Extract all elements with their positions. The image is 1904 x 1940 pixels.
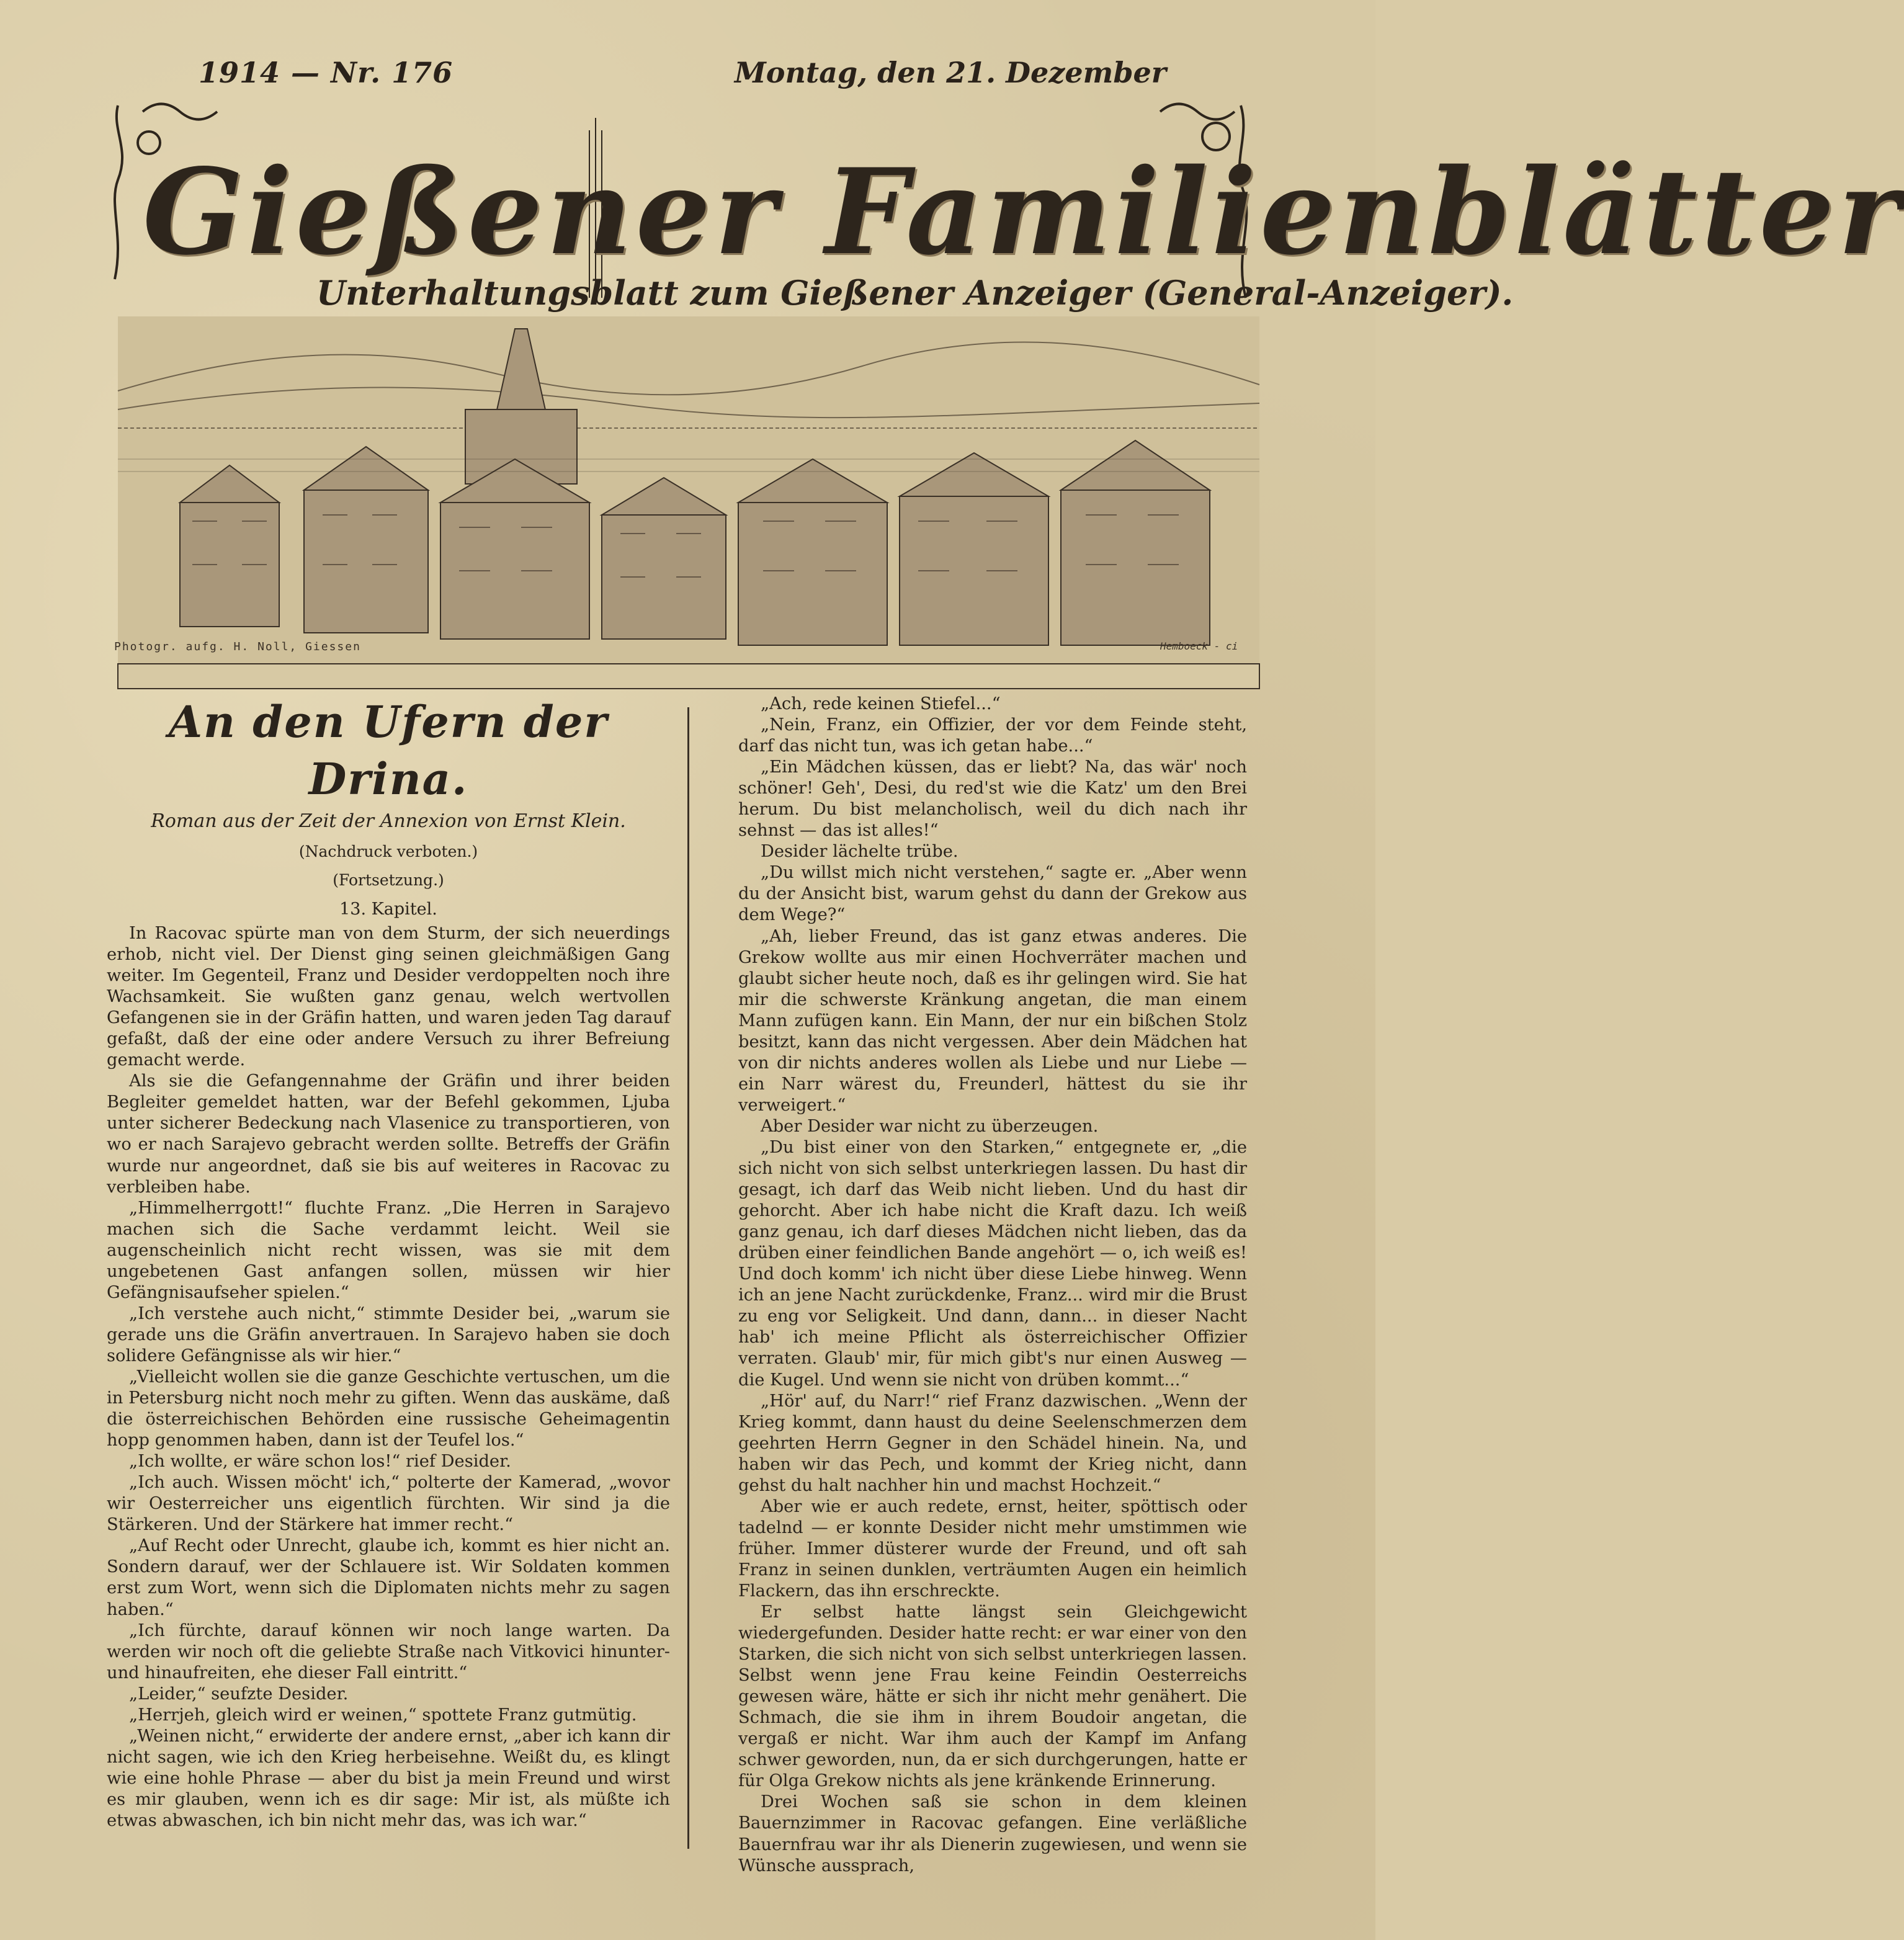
paragraph: Als sie die Gefangennahme der Gräfin und ihrer beiden Begleiter gemeldet hatten, war der Befehl gekommen, Ljuba unter sicherer Bedeckung nach Vlasenice zu transportieren, von wo er nach Sarajevo gebracht werden sollte. Betreffs der Gräfin wurde nur angeordnet, daß sie bis auf weiteres in Racovac zu verbleiben habe. xyxy=(107,1071,670,1197)
paragraph: In Racovac spürte man von dem Sturm, der sich neuerdings erhob, nicht viel. Der Dienst ging seinen gleichmäßigen Gang weiter. Im Gegenteil, Franz und Desider verdoppelten noch ihre Wachsamkeit. Sie wußten ganz genau, welch wertvollen Gefangenen sie in der Gräfin hatten, und waren jeden Tag darauf gefaßt, daß der eine oder andere Versuch zu ihrer Befreiung gemacht werde. xyxy=(107,924,670,1070)
paragraph: „Ein Mädchen küssen, das er liebt? Na, das wär' noch schöner! Geh', Desi, du red'st wie die Katz' um den Brei herum. Du bist melancholisch, weil du dich nach ihr sehnst — das ist alles!“ xyxy=(738,758,1247,841)
column-divider xyxy=(687,707,689,1849)
paragraph: „Weinen nicht,“ erwiderte der andere ernst, „aber ich kann dir nicht sagen, wie ich den Krieg herbeisehne. Weißt du, es klingt wie eine hohle Phrase — aber du bist ja mein Freund und wirst es mir glauben, wenn ich es dir sage: Mir ist, als müßte ich etwas abwaschen, ich bin nicht mehr das, was ich war.“ xyxy=(107,1726,670,1830)
paragraph: „Hör' auf, du Narr!“ rief Franz dazwischen. „Wenn der Krieg kommt, dann haust du deine Seelenschmerzen dem geehrten Herrn Gegner in den Schädel hinein. Na, und haben wir das Pech, und kommt der Krieg nicht, dann gehst du halt nachher hin und machst Hochzeit.“ xyxy=(738,1391,1247,1495)
chapter-heading: 13. Kapitel. xyxy=(339,900,437,919)
paragraph: „Himmelherrgott!“ fluchte Franz. „Die Herren in Sarajevo machen sich die Sache verdammt leicht. Weil sie augenscheinlich nicht recht wissen, was sie mit dem ungebetenen Gast anfangen sollen, müssen wir hier Gefängnisaufseher spielen.“ xyxy=(107,1198,670,1302)
paragraph: „Herrjeh, gleich wird er weinen,“ spottete Franz gutmütig. xyxy=(129,1705,637,1725)
right-column xyxy=(738,694,1247,1877)
paragraph: „Du bist einer von den Starken,“ entgegnete er, „die sich nicht von sich selbst unterkriegen lassen. Du hast dir gesagt, ich darf das Weib nicht lieben. Und du hast dir gehorcht. Aber ich habe nicht die Kraft dazu. Ich weiß ganz genau, ich darf dieses Mädchen nicht lieben, das da drüben einer feindlichen Bande angehört — o, ich weiß es! Und doch komm' ich nicht über diese Liebe hinweg. Wenn ich an jene Nacht zurückdenke, Franz... wird mir die Brust zu eng vor Seligkeit. Und dann, dann... in dieser Nacht hab' ich meine Pflicht als österreichischer Offizier verraten. Glaub' mir, für mich gibt's nur einen Ausweg — die Kugel. Und wenn sie nicht von drüben kommt...“ xyxy=(738,1137,1247,1390)
paragraph: „Du willst mich nicht verstehen,“ sagte er. „Aber wenn du der Ansicht bist, warum gehst du dann der Grekow aus dem Wege?“ xyxy=(738,863,1247,925)
issue-date: Montag, den 21. Dezember xyxy=(734,56,1166,89)
paragraph: „Ich auch. Wissen möcht' ich,“ polterte der Kamerad, „wovor wir Oesterreicher uns eigentlich fürchten. Wir sind ja die Stärkeren. Und der Stärkere hat immer recht.“ xyxy=(107,1473,670,1535)
reprint-notice: (Nachdruck verboten.) xyxy=(298,843,478,860)
paragraph: Aber wie er auch redete, ernst, heiter, spöttisch oder tadelnd — er konnte Desider nicht mehr umstimmen wie früher. Immer düsterer wurde der Freund, und oft sah Franz in seinen dunklen, verträumten Augen ein heimlich Flackern, das ihn erschreckte. xyxy=(738,1496,1247,1601)
photo-credit: Photogr. aufg. H. Noll, Giessen xyxy=(114,640,361,653)
paragraph: „Ach, rede keinen Stiefel...“ xyxy=(761,694,1001,713)
artist-credit: Hemboeck - ci xyxy=(1160,640,1238,652)
left-column xyxy=(107,694,670,1831)
story-title: An den Ufern der Drina. xyxy=(168,696,609,805)
town-illustration xyxy=(118,316,1259,689)
paragraph: Er selbst hatte längst sein Gleichgewicht wiedergefunden. Desider hatte recht: er war einer von den Starken, die sich nicht von sich selbst unterkriegen lassen. Selbst wenn jene Frau keine Feindin Oesterreichs gewesen wäre, hätte er sich ihr nicht mehr genähert. Die Schmach, die sie ihm in ihrem Boudoir angetan, die vergaß er nicht. War ihm auch der Kampf im Anfang schwer geworden, nun, da er sich durchgerungen, hatte er für Olga Grekow nichts als jene kränkende Erinnerung. xyxy=(738,1603,1247,1791)
paragraph: Desider lächelte trübe. xyxy=(761,842,959,862)
paragraph: Drei Wochen saß sie schon in dem kleinen Bauernzimmer in Racovac gefangen. Eine verläßliche Bauernfrau war ihr als Dienerin zugewiesen, und wenn sie Wünsche aussprach, xyxy=(738,1792,1247,1875)
paragraph: „Ich verstehe auch nicht,“ stimmte Desider bei, „warum sie gerade uns die Gräfin anvertrauen. In Sarajevo haben sie doch solidere Gefängnisse als wir hier.“ xyxy=(107,1303,670,1366)
paragraph: „Vielleicht wollen sie die ganze Geschichte vertuschen, um die in Petersburg nicht noch mehr zu giften. Wenn das auskäme, daß die österreichischen Behörden eine russische Geheimagentin hopp genommen haben, dann ist der Teufel los.“ xyxy=(107,1367,670,1451)
continuation-note: (Fortsetzung.) xyxy=(333,871,444,889)
paragraph: „Auf Recht oder Unrecht, glaube ich, kommt es hier nicht an. Sondern darauf, wer der Schlauere ist. Wir Soldaten kommen erst zum Wort, wenn sich die Diplomaten nichts mehr zu sagen haben.“ xyxy=(107,1536,670,1619)
paragraph: „Nein, Franz, ein Offizier, der vor dem Feinde steht, darf das nicht tun, was ich getan habe...“ xyxy=(738,715,1247,756)
masthead xyxy=(105,50,1904,670)
paragraph: Aber Desider war nicht zu überzeugen. xyxy=(761,1116,1099,1136)
story-byline: Roman aus der Zeit der Annexion von Ernst Klein. xyxy=(151,810,626,832)
paragraph: „Ich fürchte, darauf können wir noch lange warten. Da werden wir noch oft die geliebte Straße nach Vitkovici hinunter- und hinaufreiten, ehe dieser Fall eintritt.“ xyxy=(107,1620,670,1683)
masthead-title: Gießener Familienblätter xyxy=(143,143,1904,281)
masthead-subtitle: Unterhaltungsblatt zum Gießener Anzeiger (General-Anzeiger). xyxy=(316,273,1514,313)
paragraph: „Leider,“ seufzte Desider. xyxy=(129,1684,349,1704)
issue-number: 1914 — Nr. 176 xyxy=(199,56,454,89)
paragraph: „Ah, lieber Freund, das ist ganz etwas anderes. Die Grekow wollte aus mir einen Hochverräter machen und glaubt sicher heute noch, daß es ihr gelingen wird. Sie hat mir die schwerste Kränkung angetan, die man einem Mann zufügen kann. Ein Mann, der nur ein bißchen Stolz besitzt, kann das nicht vergessen. Aber dein Mädchen hat von dir nichts anderes wollen als Liebe und nur Liebe — ein Narr wärest du, Freunderl, hättest du sie ihr verweigert.“ xyxy=(738,926,1247,1115)
paragraph: „Ich wollte, er wäre schon los!“ rief Desider. xyxy=(129,1452,511,1472)
